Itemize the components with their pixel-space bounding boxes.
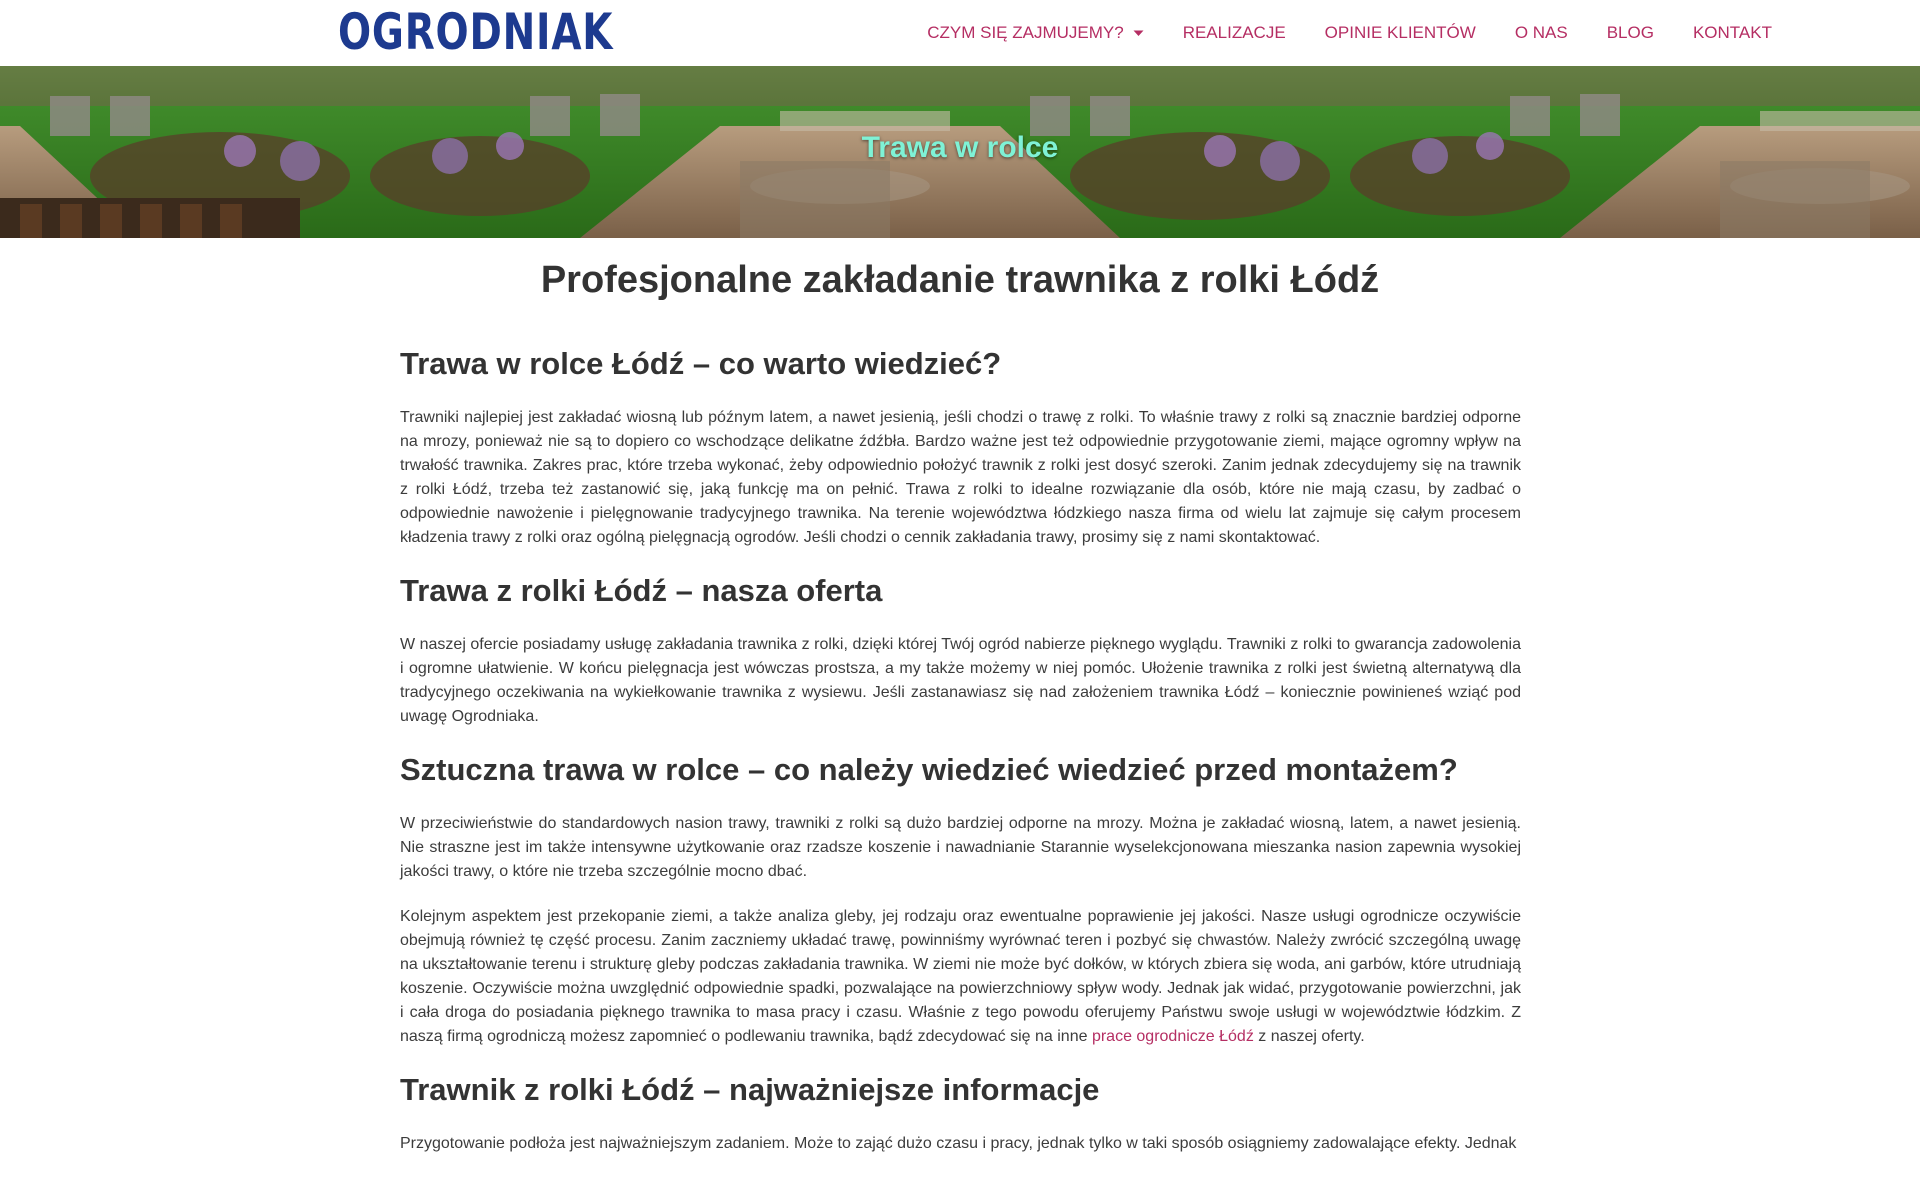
- section-paragraph: W przeciwieństwie do standardowych nasion trawy, trawniki z rolki są dużo bardziej odporne na mrozy. Można je zakładać wiosną, latem, a nawet jesienią. Nie straszne jest im także intensywne użytkowanie oraz rzadsze koszenie i nawadnianie Starannie wyselekcjonowana mieszanka nasion zapewnia wysokiej jakości trawy, o które nie trzeba szczególnie mocno dbać.: [400, 815, 1521, 880]
- site-header: [0, 0, 1920, 66]
- nav-item-services[interactable]: [927, 23, 1143, 43]
- paragraph-text: z naszej oferty.: [1253, 1028, 1365, 1045]
- site-logo[interactable]: OGRODNIAK: [338, 3, 614, 61]
- garden-services-link[interactable]: prace ogrodnicze Łódź: [1091, 1028, 1254, 1045]
- hero-banner: [0, 66, 1920, 238]
- nav-item-blog[interactable]: BLOG: [1606, 23, 1654, 42]
- section-paragraph: W naszej ofercie posiadamy usługę zakładania trawnika z rolki, dzięki której Twój ogród nabierze pięknego wyglądu. Trawniki z rolki to gwarancja zadowolenia i ogromne ułatwienie. W końcu pielęgnacja jest wówczas prostsza, a my także możemy w niej pomóc. Ułożenie trawnika z rolki jest świetną alternatywą dla tradycyjnego oczekiwania na wykiełkowanie trawnika z wysiewu. Jeśli zastanawiasz się nad założeniem trawnika Łódź – koniecznie powinieneś wziąć pod uwagę Ogrodniaka.: [400, 636, 1521, 725]
- section-paragraph: Przygotowanie podłoża jest najważniejszym zadaniem. Może to zająć dużo czasu i pracy, jednak tylko w taki sposób osiągniemy zadowalające efekty. Jednak: [400, 1135, 1517, 1152]
- nav-item-reviews[interactable]: OPINIE KLIENTÓW: [1324, 23, 1476, 42]
- section-paragraph: Trawniki najlepiej jest zakładać wiosną lub późnym latem, a nawet jesienią, jeśli chodzi o trawę z rolki. To właśnie trawy z rolki są znacznie bardziej odporne na mrozy, ponieważ nie są to dopiero co wschodzące delikatne źdźbła. Bardzo ważne jest też odpowiednie przygotowanie ziemi, mające ogromny wpływ na trwałość trawnika. Zakres prac, które trzeba wykonać, żeby odpowiednio położyć trawnik z rolki jest dosyć szeroki. Zanim jednak zdecydujemy się na trawnik z rolki Łódź, trzeba też zastanowić się, jaką funkcję ma on pełnić. Trawa z rolki to idealne rozwiązanie dla osób, które nie mają czasu, by zadbać o odpowiednie nawożenie i pielęgnowanie tradycyjnego trawnika. Na terenie województwa łódzkiego nasza firma od wielu lat zajmuje się całym procesem kładzenia trawy z rolki oraz ogólną pielęgnacją ogrodów. Jeśli chodzi o cennik zakładania trawy, prosimy się z nami skontaktować.: [400, 409, 1521, 546]
- nav-item-realizations[interactable]: REALIZACJE: [1182, 23, 1286, 42]
- section-heading: Trawa w rolce Łódź – co warto wiedzieć?: [400, 346, 1002, 381]
- section-paragraph-with-link: [400, 905, 1521, 1049]
- caret-down-icon: [1133, 30, 1144, 37]
- section-heading: Trawnik z rolki Łódź – najważniejsze informacje: [400, 1072, 1100, 1107]
- nav-item-label: CZYM SIĘ ZAJMUJEMY?: [927, 23, 1124, 42]
- main-nav: [927, 0, 1772, 66]
- nav-item-contact[interactable]: KONTAKT: [1692, 23, 1772, 42]
- paragraph-text: Kolejnym aspektem jest przekopanie ziemi, a także analiza gleby, jej rodzaju oraz ewentualne poprawienie jej jakości. Nasze usługi ogrodnicze oczywiście obejmują również tę część procesu. Zanim zaczniemy układać trawę, powinniśmy wyrównać teren i pozbyć się chwastów. Należy zwrócić szczególną uwagę na ukształtowanie terenu i strukturę gleby podczas zakładania trawnika. W ziemi nie może być dołków, w których zbiera się woda, ani garbów, które utrudniają koszenie. Oczywiście można uwzględnić odpowiednie spadki, pozwalające na powierzchniowy spływ wody. Jednak jak widać, przygotowanie powierzchni, jak i cała droga do posiadania pięknego trawnika to masa pracy i czasu. Właśnie z tego powodu oferujemy Państwu swoje usługi w województwie łódzkim. Z naszą firmą ogrodniczą możesz zapomnieć o podlewaniu trawnika, bądź zdecydować się na inne: [400, 908, 1521, 1045]
- section-heading: Sztuczna trawa w rolce – co należy wiedzieć wiedzieć przed montażem?: [400, 752, 1458, 787]
- section-heading: Trawa z rolki Łódź – nasza oferta: [400, 573, 883, 608]
- nav-item-about[interactable]: O NAS: [1514, 23, 1568, 42]
- hero-title: Trawa w rolce: [861, 131, 1059, 164]
- page-title: Profesjonalne zakładanie trawnika z rolki Łódź: [540, 259, 1380, 301]
- article-content: [400, 344, 1521, 1177]
